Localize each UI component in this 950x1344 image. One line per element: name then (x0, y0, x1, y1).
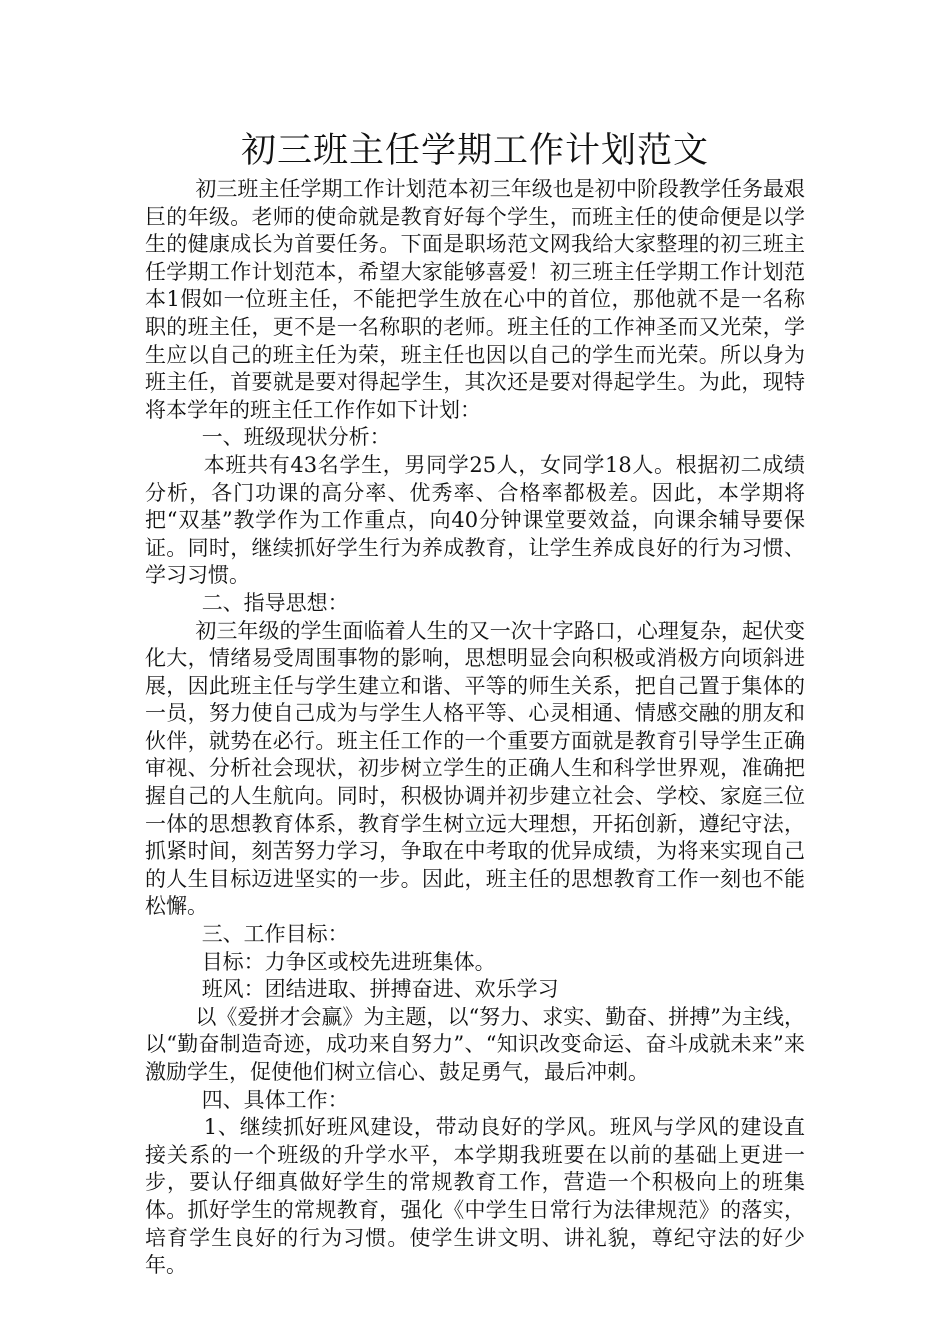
section-item-1: 1、继续抓好班风建设，带动良好的学风。班风与学风的建设直接关系的一个班级的升学水平，本学期我班要在以前的基础上更进一步，要认仔细真做好学生的常规教育工作，营造一个积极向上的班集体。抓好学生的常规教育，强化《中学生日常行为法律规范》的落实，培育学生良好的行为习惯。使学生讲文明、讲礼貌，尊纪守法的好少年。 (145, 1115, 805, 1278)
section-heading-3: 三、工作目标： (201, 922, 349, 947)
section-body-2: 初三年级的学生面临着人生的又一次十字路口，心理复杂，起伏变化大，情绪易受周围事物的影响，思想明显会向积极或消极方向顷斜进展，因此班主任与学生建立和谐、平等的师生关系，把自己置于集体的一员，努力使自己成为与学生人格平等、心灵相通、情感交融的朋友和伙伴，就势在必行。班主任工作的一个重要方面就是教育引导学生正确审视、分析社会现状，初步树立学生的正确人生和科学世界观，准确把握自己的人生航向。同时，积极协调并初步建立社会、学校、家庭三位一体的思想教育体系，教育学生树立远大理想，开拓创新，遵纪守法，抓紧时间，刻苦努力学习，争取在中考取的优异成绩，为将来实现自己的人生目标迈进坚实的一步。因此，班主任的思想教育工作一刻也不能松懈。 (145, 618, 805, 919)
intro-paragraph: 初三班主任学期工作计划范本初三年级也是初中阶段教学任务最艰巨的年级。老师的使命就是教育好每个学生，而班主任的使命便是以学生的健康成长为首要任务。下面是职场范文网我给大家整理的初三班主任学期工作计划范本，希望大家能够喜爱！初三班主任学期工作计划范本1假如一位班主任，不能把学生放在心中的首位，那他就不是一名称职的班主任，更不是一名称职的老师。班主任的工作神圣而又光荣，学生应以自己的班主任为荣，班主任也因以自己的学生而光荣。所以身为班主任，首要就是要对得起学生，其次还是要对得起学生。为此，现特将本学年的班主任工作作如下计划： (145, 177, 805, 422)
work-goal: 目标：力争区或校先进班集体。 (201, 949, 496, 974)
section-body-3: 以《爱拼才会赢》为主题，以“努力、求实、勤奋、拼搏”为主线，以“勤奋制造奇迹，成功来自努力”、“知识改变命运、奋斗成就未来”来激励学生，促使他们树立信心、鼓足勇气，最后冲刺。 (145, 1004, 805, 1084)
section-heading-1: 一、班级现状分析： (201, 425, 391, 450)
document-page (145, 128, 805, 1280)
section-heading-4: 四、具体工作： (201, 1087, 349, 1112)
section-heading-2: 二、指导思想： (201, 590, 349, 615)
section-body-1: 本班共有43名学生，男同学25人，女同学18人。根据初二成绩分析，各门功课的高分率、优秀率、合格率都极差。因此，本学期将把“双基”教学作为工作重点，向40分钟课堂要效益，向课余辅导要保证。同时，继续抓好学生行为养成教育，让学生养成良好的行为习惯、学习习惯。 (145, 452, 805, 588)
document-title: 初三班主任学期工作计划范文 (240, 131, 709, 171)
class-style: 班风：团结进取、拼搏奋进、欢乐学习 (201, 977, 559, 1002)
